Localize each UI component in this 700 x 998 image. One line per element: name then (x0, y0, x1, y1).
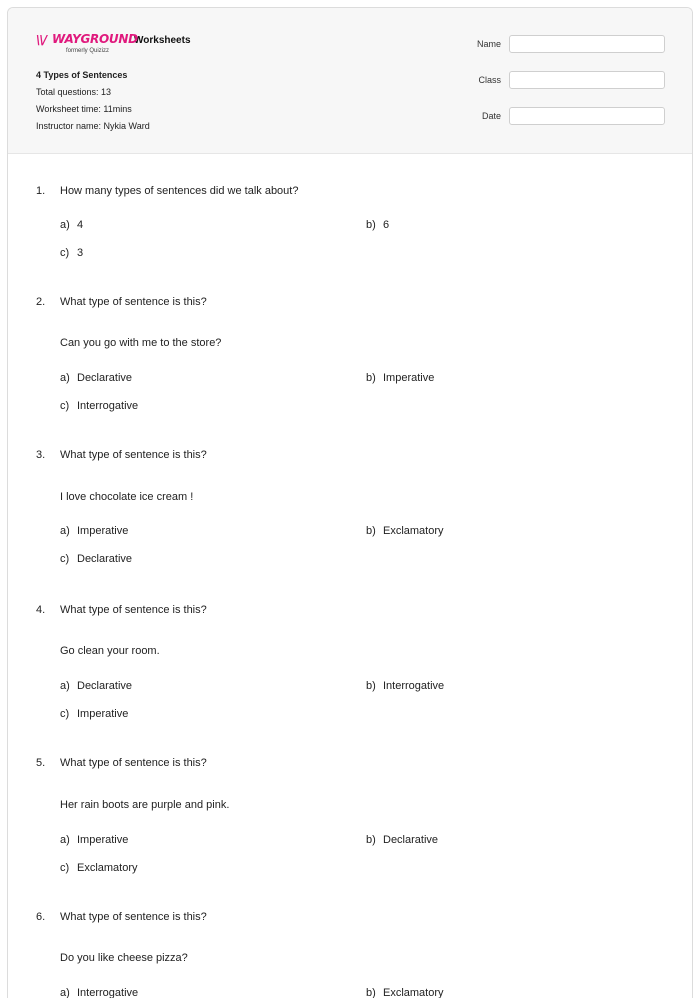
worksheet-title: 4 Types of Sentences (36, 70, 128, 80)
brand (36, 32, 191, 56)
question-text: How many types of sentences did we talk about? (60, 185, 299, 197)
question-text: What type of sentence is this? (60, 757, 207, 769)
name-label: Name (476, 39, 501, 49)
question-number: 3. (36, 449, 46, 461)
option-letter: b) (366, 680, 376, 692)
option-letter: c) (60, 708, 70, 720)
question-number: 1. (36, 185, 46, 197)
option-b (366, 219, 389, 231)
option-letter: c) (60, 247, 70, 259)
logo-word: WAYGROUND (52, 32, 138, 46)
option-b (366, 372, 434, 384)
worksheet-time: Worksheet time: 11mins (36, 104, 132, 114)
class-row (477, 70, 665, 90)
question-number: 4. (36, 604, 46, 616)
date-field[interactable] (509, 107, 665, 125)
option-c (60, 400, 138, 412)
question-heading (36, 449, 207, 461)
option-letter: b) (366, 987, 376, 998)
question-text: What type of sentence is this? (60, 911, 207, 923)
option-text: Imperative (383, 372, 435, 384)
question-text: What type of sentence is this? (60, 296, 207, 308)
option-letter: b) (366, 372, 376, 384)
option-text: Interrogative (383, 680, 445, 692)
worksheet-header (8, 8, 692, 154)
option-text: 4 (77, 219, 84, 231)
question-number: 5. (36, 757, 46, 769)
worksheet-meta (36, 67, 150, 135)
question-number: 6. (36, 911, 46, 923)
option-text: Declarative (383, 834, 439, 846)
option-letter: a) (60, 372, 70, 384)
question-stimulus: Her rain boots are purple and pink. (60, 799, 230, 811)
option-text: Imperative (77, 708, 129, 720)
worksheet-page (7, 7, 693, 998)
name-row (477, 34, 665, 54)
instructor-name: Instructor name: Nykia Ward (36, 121, 150, 131)
class-label: Class (478, 75, 501, 85)
option-text: Exclamatory (383, 987, 444, 998)
question-heading (36, 185, 298, 197)
question-stimulus: Go clean your room. (60, 645, 160, 657)
question-text: What type of sentence is this? (60, 449, 207, 461)
question-heading (36, 757, 207, 769)
logo-mark-icon: \\/ (36, 33, 47, 47)
question-heading (36, 604, 207, 616)
question-text: What type of sentence is this? (60, 604, 207, 616)
option-text: Interrogative (77, 987, 139, 998)
logo-subtitle: formerly Quizizz (66, 48, 110, 54)
option-text: Declarative (77, 372, 133, 384)
option-c (60, 862, 138, 874)
question-stimulus: I love chocolate ice cream ! (60, 491, 194, 503)
option-letter: a) (60, 219, 70, 231)
option-text: Imperative (77, 525, 129, 537)
option-text: Declarative (77, 680, 133, 692)
option-c (60, 708, 128, 720)
option-c (60, 553, 132, 565)
option-letter: a) (60, 987, 70, 998)
option-a (60, 680, 132, 692)
option-letter: a) (60, 525, 70, 537)
option-text: 3 (77, 247, 84, 259)
option-letter: a) (60, 834, 70, 846)
question-stimulus: Do you like cheese pizza? (60, 952, 188, 964)
option-b (366, 834, 438, 846)
question-number: 2. (36, 296, 46, 308)
option-text: 6 (383, 219, 390, 231)
option-text: Exclamatory (383, 525, 444, 537)
student-fields (477, 34, 665, 142)
wayground-logo (36, 32, 138, 56)
option-b (366, 987, 444, 998)
total-questions: Total questions: 13 (36, 87, 112, 97)
option-text: Imperative (77, 834, 129, 846)
option-letter: c) (60, 400, 70, 412)
option-c (60, 247, 83, 259)
app-title: Worksheets (134, 35, 191, 46)
option-letter: a) (60, 680, 70, 692)
name-field[interactable] (509, 35, 665, 53)
option-a (60, 219, 83, 231)
class-field[interactable] (509, 71, 665, 89)
option-a (60, 525, 128, 537)
date-label: Date (481, 111, 501, 121)
question-heading (36, 911, 207, 923)
option-b (366, 525, 444, 537)
question-heading (36, 296, 207, 308)
option-letter: c) (60, 862, 70, 874)
option-a (60, 372, 132, 384)
option-letter: b) (366, 834, 376, 846)
option-text: Exclamatory (77, 862, 138, 874)
question-stimulus: Can you go with me to the store? (60, 337, 222, 349)
option-letter: b) (366, 219, 376, 231)
option-text: Declarative (77, 553, 133, 565)
option-text: Interrogative (77, 400, 139, 412)
option-a (60, 834, 128, 846)
option-letter: c) (60, 553, 70, 565)
option-b (366, 680, 444, 692)
date-row (477, 106, 665, 126)
option-a (60, 987, 138, 998)
option-letter: b) (366, 525, 376, 537)
